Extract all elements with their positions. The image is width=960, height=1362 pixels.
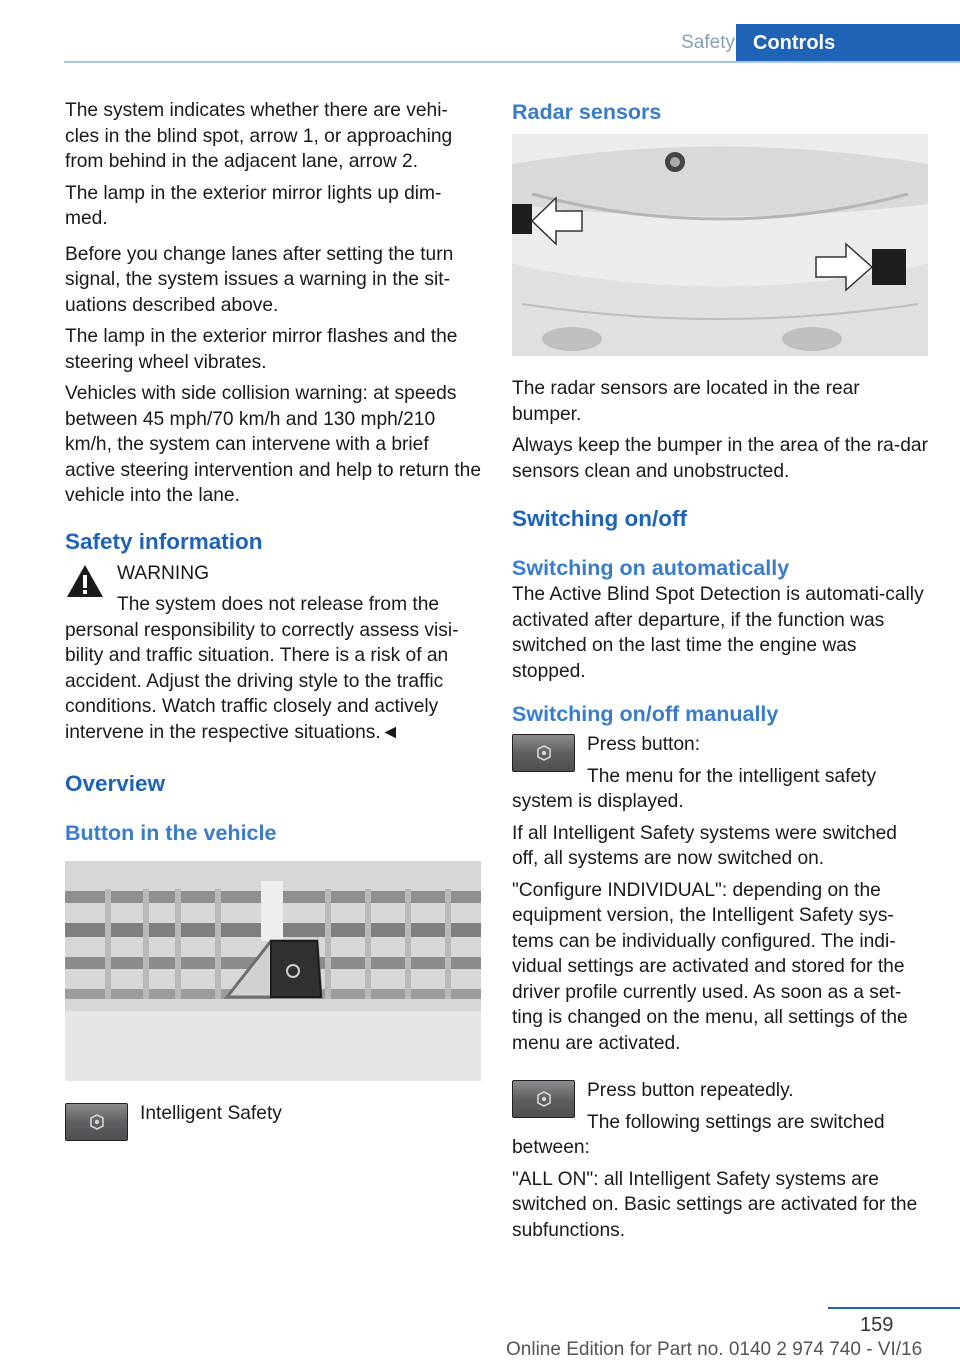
subheading-switching-manually: Switching on/off manually	[512, 702, 779, 726]
section-heading-overview: Overview	[65, 771, 166, 796]
warning-title: WARNING	[117, 562, 210, 584]
paragraph: "ALL ON": all Intelligent Safety systems are switched on. Basic settings are activated for the subfunctions.	[512, 1168, 918, 1241]
tab-safety[interactable]: Safety	[681, 32, 735, 53]
paragraph: The Active Blind Spot Detection is automati‐cally activated after departure, if the function was switched on the last time the engine was stopped.	[512, 584, 924, 682]
warning-block	[65, 561, 481, 746]
paragraph: Vehicles with side collision warning: at speeds between 45 mph/70 km/h and 130 mph/210 km/h, the system can intervene with a brief active steering intervention and help to return the vehicle into the lane.	[65, 383, 481, 506]
intelligent-safety-button-icon	[65, 1103, 128, 1141]
paragraph: The lamp in the exterior mirror lights up dim‐med.	[65, 182, 442, 229]
header-rule	[64, 61, 960, 63]
paragraph: The radar sensors are located in the rear bumper.	[512, 378, 860, 425]
right-column	[512, 98, 928, 1249]
paragraph: "Configure INDIVIDUAL": depending on the equipment version, the Intelligent Safety sys‐tems can be individually configured. The indi‐vidual settings are activated and stored for the driver profile currently used. As soon as a set‐ting is changed on the menu, all settings of the menu are activated.	[512, 879, 908, 1054]
paragraph: Before you change lanes after setting the turn signal, the system issues a warning in the sit‐uations described above.	[65, 243, 454, 316]
page-number: 159	[860, 1314, 894, 1336]
press-repeatedly-label: Press button repeatedly.	[587, 1080, 794, 1101]
paragraph: The system indicates whether there are vehi‐cles in the blind spot, arrow 1, or approaching from behind in the adjacent lane, arrow 2.	[65, 100, 453, 172]
radar-sensors-image	[512, 134, 928, 356]
press-button-row	[512, 732, 928, 815]
warning-body: The system does not release from the personal responsibility to correctly assess visi‐bility and traffic situation. There is a risk of an accident. Adjust the driving style to the traffic conditions. Watch traffic closely and actively intervene in the respective situations.◄	[65, 594, 459, 743]
button-caption: Intelligent Safety	[140, 1103, 282, 1124]
subheading-button-in-vehicle: Button in the vehicle	[65, 821, 277, 845]
press-button-label: Press button:	[587, 734, 701, 755]
edition-note: Online Edition for Part no. 0140 2 974 740 - VI/16	[506, 1339, 923, 1360]
warning-triangle-icon	[65, 563, 105, 599]
intelligent-safety-button-icon	[512, 1080, 575, 1118]
footer-rule	[828, 1307, 960, 1309]
section-heading-switching: Switching on/off	[512, 506, 687, 531]
button-in-vehicle-image	[65, 861, 481, 1081]
intelligent-safety-button-icon	[512, 734, 575, 772]
press-repeatedly-row	[512, 1078, 928, 1161]
subheading-radar-sensors: Radar sensors	[512, 100, 662, 124]
section-heading-safety: Safety information	[65, 528, 263, 554]
paragraph: The following settings are switched between:	[512, 1111, 885, 1158]
paragraph: Always keep the bumper in the area of the ra‐dar sensors clean and unobstructed.	[512, 435, 928, 482]
tab-controls[interactable]: Controls	[736, 24, 960, 62]
left-column	[65, 98, 481, 1141]
paragraph: The lamp in the exterior mirror flashes and the steering wheel vibrates.	[65, 326, 458, 373]
intelligent-safety-row	[65, 1101, 481, 1141]
paragraph: The menu for the intelligent safety system is displayed.	[512, 765, 877, 812]
subheading-switching-on-automatically: Switching on automatically	[512, 556, 790, 580]
paragraph: If all Intelligent Safety systems were switched off, all systems are now switched on.	[512, 822, 897, 869]
